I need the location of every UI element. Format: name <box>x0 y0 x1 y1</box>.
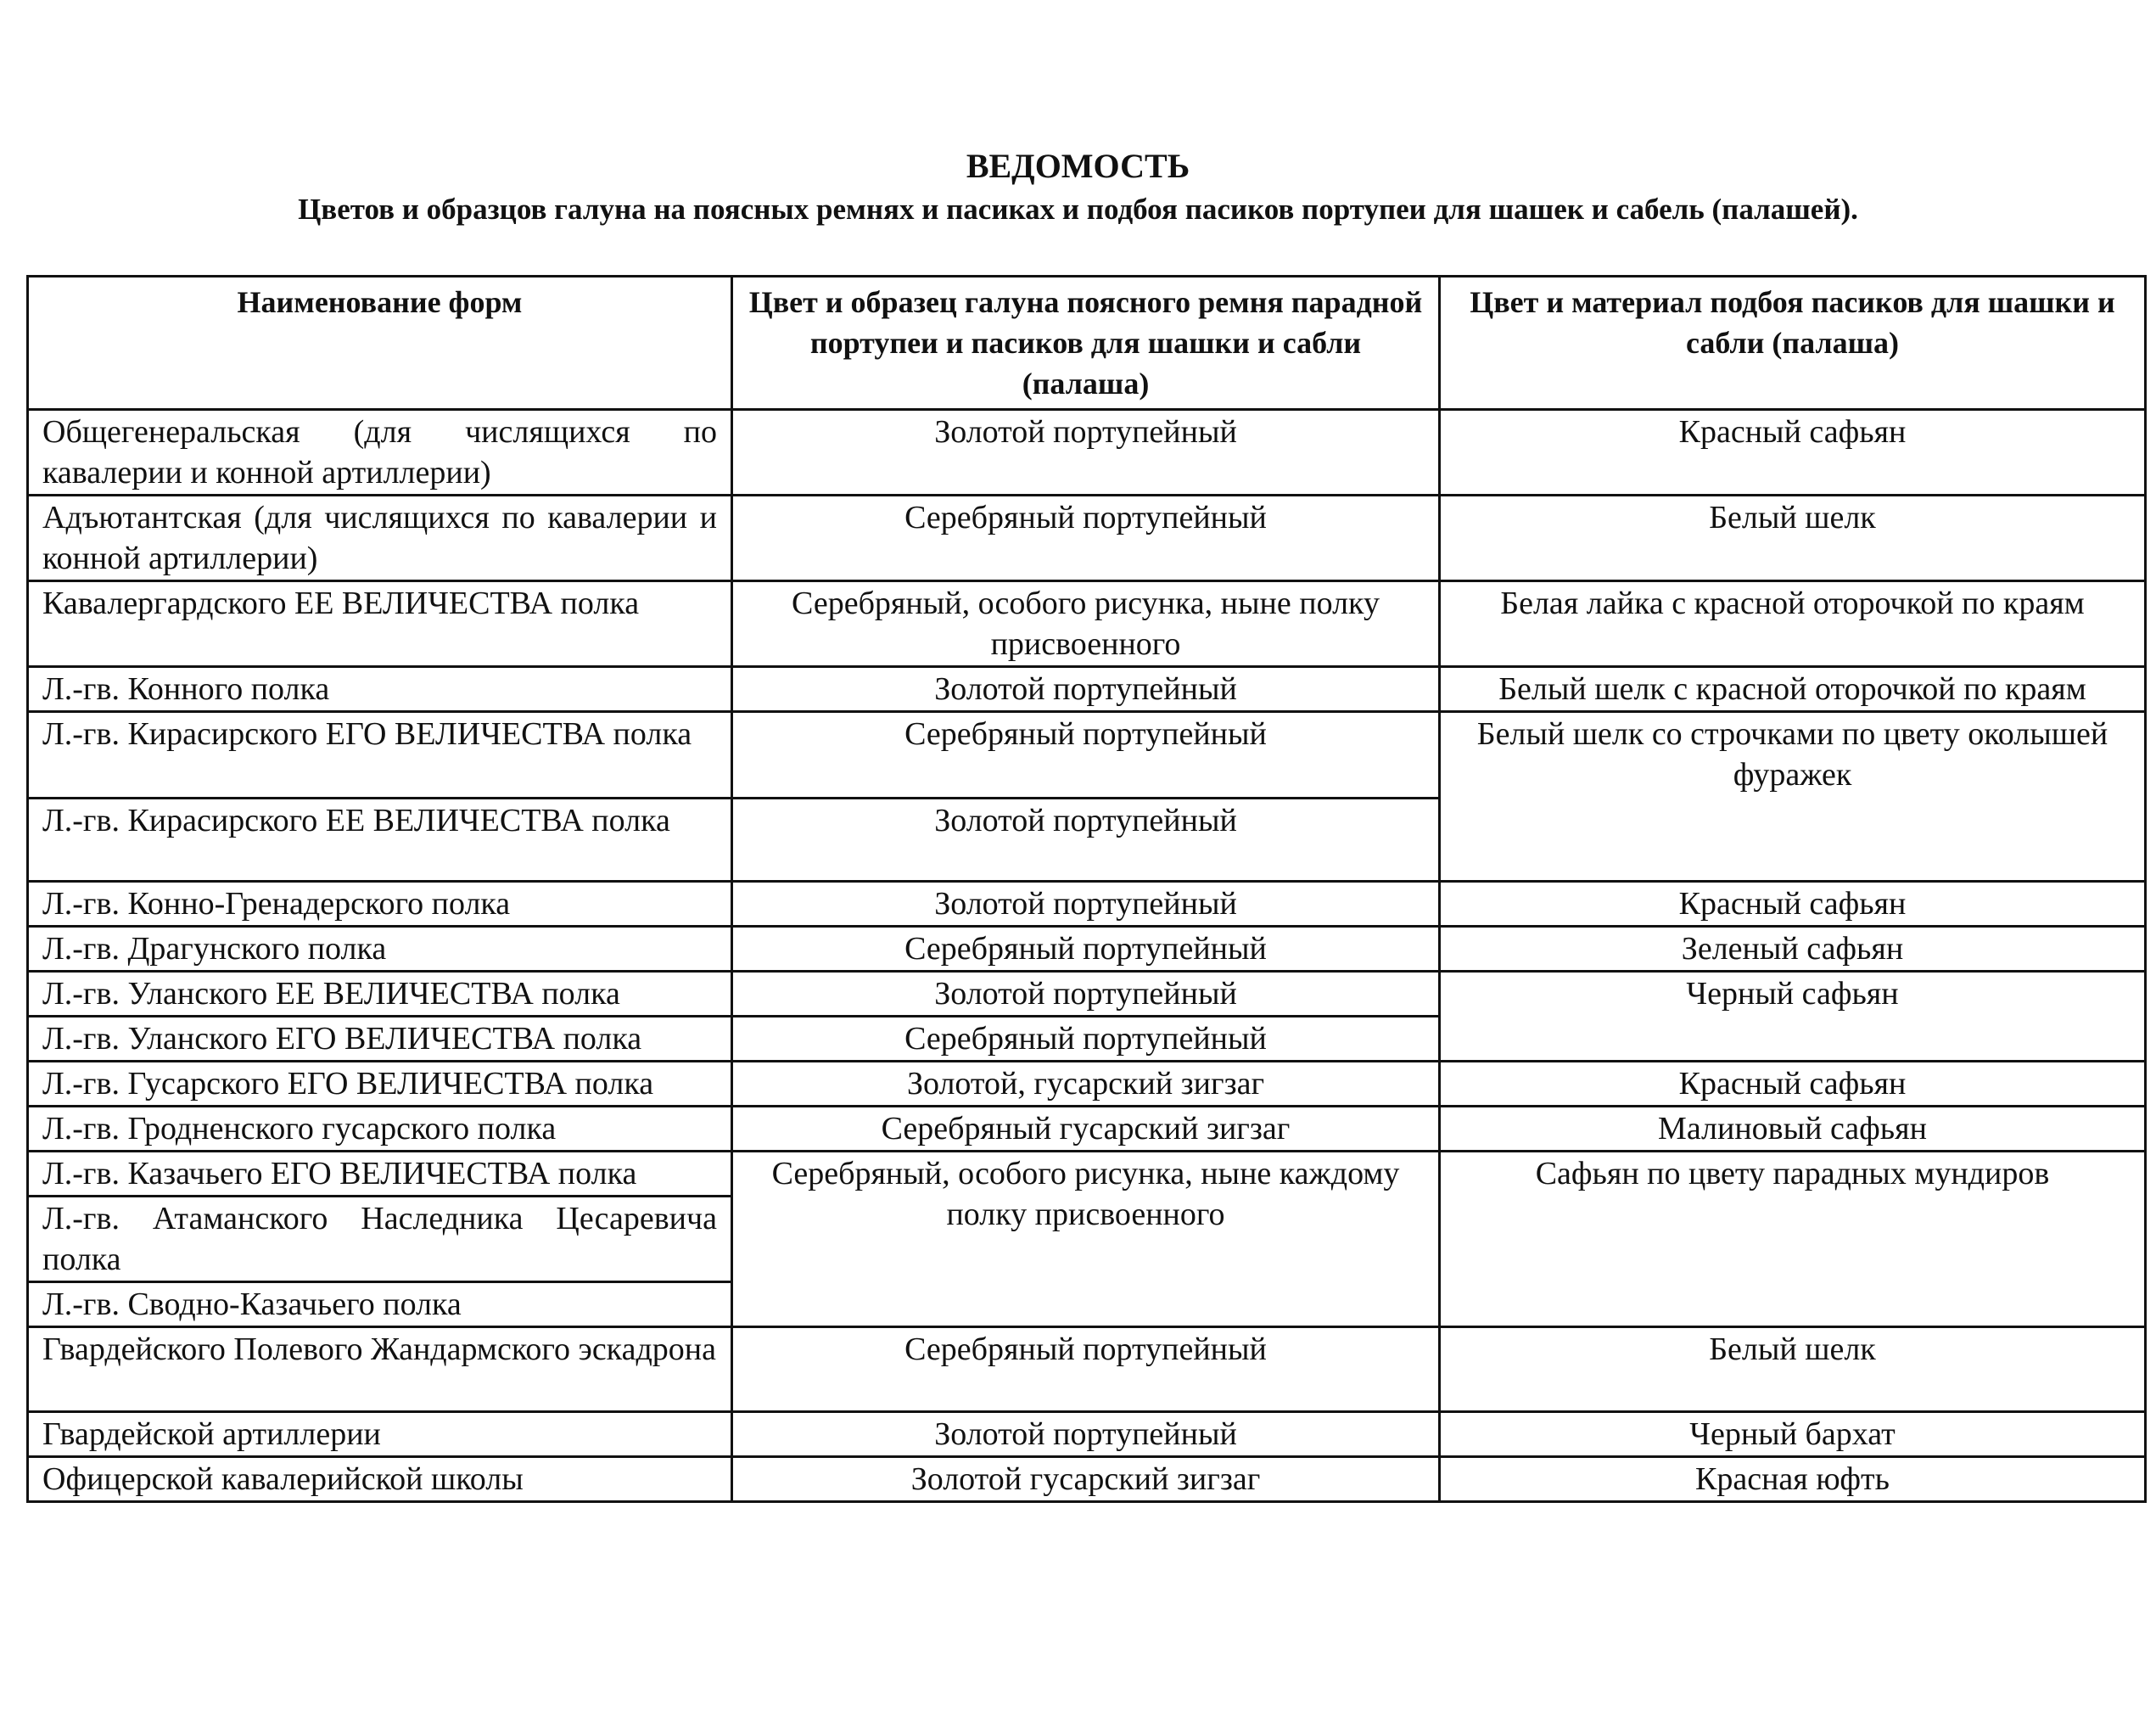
table-row <box>28 496 2146 581</box>
form-name-cell: Адъютантская (для числящихся по кавалерии и конной артиллерии) <box>28 496 732 581</box>
podboy-cell: Малиновый сафьян <box>1440 1107 2146 1152</box>
form-name-cell: Общегенеральская (для числящихся по кавалерии и конной артиллерии) <box>28 410 732 496</box>
header-cell-podboy: Цвет и материал подбоя пасиков для шашки и сабли (палаша) <box>1440 277 2146 410</box>
form-name-cell: Л.-гв. Сводно-Казачьего полка <box>28 1282 732 1327</box>
podboy-cell: Сафьян по цвету парадных мундиров <box>1440 1152 2146 1327</box>
document-title: ВЕДОМОСТЬ <box>966 147 1190 185</box>
galun-cell: Золотой портупейный <box>732 1412 1440 1457</box>
form-name-cell: Л.-гв. Кирасирского ЕГО ВЕЛИЧЕСТВА полка <box>28 712 732 799</box>
form-name-cell: Л.-гв. Уланского ЕЕ ВЕЛИЧЕСТВА полка <box>28 972 732 1017</box>
galun-cell: Серебряный, особого рисунка, ныне полку присвоенного <box>732 581 1440 667</box>
podboy-cell: Белый шелк со строчками по цвету околышей фуражек <box>1440 712 2146 882</box>
table-row <box>28 410 2146 496</box>
form-name-cell: Л.-гв. Казачьего ЕГО ВЕЛИЧЕСТВА полка <box>28 1152 732 1197</box>
galun-cell: Серебряный портупейный <box>732 927 1440 972</box>
form-name-cell: Гвардейской артиллерии <box>28 1412 732 1457</box>
galun-cell: Золотой портупейный <box>732 972 1440 1017</box>
header-cell-galun: Цвет и образец галуна поясного ремня парадной портупеи и пасиков для шашки и сабли (палаша) <box>732 277 1440 410</box>
vedomost-table <box>26 275 2147 1503</box>
header-cell-name: Наименование форм <box>28 277 732 410</box>
galun-cell: Серебряный, особого рисунка, ныне каждому полку присвоенного <box>732 1152 1440 1327</box>
podboy-cell: Белый шелк <box>1440 496 2146 581</box>
podboy-cell: Черный бархат <box>1440 1412 2146 1457</box>
table-row <box>28 712 2146 799</box>
form-name-cell: Л.-гв. Кирасирского ЕЕ ВЕЛИЧЕСТВА полка <box>28 799 732 882</box>
header-row <box>28 277 2146 410</box>
table-row <box>28 1412 2146 1457</box>
galun-cell: Серебряный портупейный <box>732 1327 1440 1412</box>
form-name-cell: Кавалергардского ЕЕ ВЕЛИЧЕСТВА полка <box>28 581 732 667</box>
podboy-cell: Белая лайка с красной оторочкой по краям <box>1440 581 2146 667</box>
table-row <box>28 581 2146 667</box>
table-row <box>28 882 2146 927</box>
form-name-cell: Л.-гв. Атаманского Наследника Цесаревича полка <box>28 1197 732 1282</box>
podboy-cell: Зеленый сафьян <box>1440 927 2146 972</box>
podboy-cell: Белый шелк <box>1440 1327 2146 1412</box>
form-name-cell: Офицерской кавалерийской школы <box>28 1457 732 1502</box>
podboy-cell: Черный сафьян <box>1440 972 2146 1062</box>
form-name-cell: Л.-гв. Конного полка <box>28 667 732 712</box>
form-name-cell: Л.-гв. Гусарского ЕГО ВЕЛИЧЕСТВА полка <box>28 1062 732 1107</box>
table-row <box>28 1107 2146 1152</box>
table-row <box>28 1327 2146 1412</box>
galun-cell: Серебряный портупейный <box>732 496 1440 581</box>
table-row <box>28 972 2146 1017</box>
galun-cell: Золотой портупейный <box>732 410 1440 496</box>
form-name-cell: Л.-гв. Уланского ЕГО ВЕЛИЧЕСТВА полка <box>28 1017 732 1062</box>
podboy-cell: Красная юфть <box>1440 1457 2146 1502</box>
form-name-cell: Гвардейского Полевого Жандармского эскадрона <box>28 1327 732 1412</box>
document-subtitle: Цветов и образцов галуна на поясных ремнях и пасиках и подбоя пасиков портупеи для шашек и сабель (палашей). <box>298 193 1858 226</box>
table-row <box>28 927 2146 972</box>
galun-cell: Золотой портупейный <box>732 882 1440 927</box>
podboy-cell: Красный сафьян <box>1440 882 2146 927</box>
table-row <box>28 667 2146 712</box>
galun-cell: Серебряный гусарский зигзаг <box>732 1107 1440 1152</box>
podboy-cell: Красный сафьян <box>1440 410 2146 496</box>
podboy-cell: Красный сафьян <box>1440 1062 2146 1107</box>
table-row <box>28 1457 2146 1502</box>
podboy-cell: Белый шелк с красной оторочкой по краям <box>1440 667 2146 712</box>
galun-cell: Серебряный портупейный <box>732 712 1440 799</box>
form-name-cell: Л.-гв. Драгунского полка <box>28 927 732 972</box>
galun-cell: Серебряный портупейный <box>732 1017 1440 1062</box>
form-name-cell: Л.-гв. Гродненского гусарского полка <box>28 1107 732 1152</box>
table-row <box>28 1062 2146 1107</box>
galun-cell: Золотой портупейный <box>732 799 1440 882</box>
galun-cell: Золотой портупейный <box>732 667 1440 712</box>
form-name-cell: Л.-гв. Конно-Гренадерского полка <box>28 882 732 927</box>
galun-cell: Золотой гусарский зигзаг <box>732 1457 1440 1502</box>
table-row <box>28 1152 2146 1197</box>
galun-cell: Золотой, гусарский зигзаг <box>732 1062 1440 1107</box>
